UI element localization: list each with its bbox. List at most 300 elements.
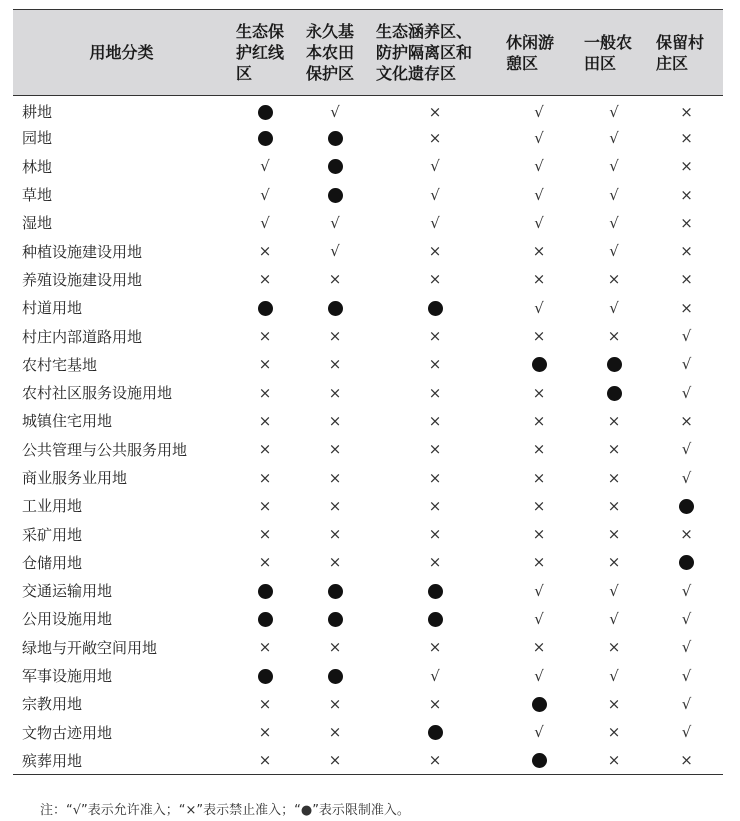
- forbidden-cross-icon: ×: [680, 411, 693, 430]
- access-cell: [370, 520, 500, 548]
- access-cell: [578, 492, 650, 520]
- allowed-check-icon: √: [609, 128, 619, 147]
- access-cell: [230, 548, 300, 576]
- forbidden-cross-icon: ×: [428, 553, 442, 572]
- access-cell: [230, 605, 300, 633]
- header-line: 保护区: [306, 64, 355, 83]
- access-cell: [578, 690, 650, 718]
- land-type-name: 工业用地: [22, 497, 83, 516]
- table-row: [13, 463, 723, 491]
- access-cell: [578, 520, 650, 548]
- forbidden-cross-icon: ×: [607, 694, 621, 713]
- forbidden-cross-icon: ×: [258, 694, 272, 713]
- forbidden-cross-icon: ×: [607, 751, 621, 770]
- forbidden-cross-icon: ×: [328, 694, 342, 713]
- access-cell: [650, 661, 723, 689]
- access-cell: [578, 463, 650, 491]
- header-line: 护红线: [236, 43, 285, 62]
- access-cell: [230, 690, 300, 718]
- column-header-leisure: [500, 10, 578, 96]
- access-cell: [300, 152, 370, 180]
- land-type-name: 公共管理与公共服务用地: [22, 440, 188, 459]
- forbidden-cross-icon: ×: [607, 440, 621, 459]
- forbidden-cross-icon: ×: [428, 694, 442, 713]
- forbidden-cross-icon: ×: [328, 355, 342, 374]
- access-cell: [230, 265, 300, 293]
- access-cell: [500, 96, 578, 124]
- land-type-name: 农村社区服务设施用地: [22, 384, 173, 403]
- forbidden-cross-icon: ×: [258, 411, 272, 430]
- access-cell: [370, 435, 500, 463]
- allowed-check-icon: √: [681, 327, 692, 346]
- allowed-check-icon: √: [534, 128, 544, 147]
- allowed-check-icon: √: [609, 581, 619, 600]
- land-type-name: 宗教用地: [22, 695, 83, 714]
- access-cell: [300, 718, 370, 746]
- restricted-dot-icon: [532, 697, 547, 712]
- forbidden-cross-icon: ×: [428, 638, 442, 657]
- header-line: 憩区: [506, 53, 539, 73]
- forbidden-cross-icon: ×: [428, 525, 442, 544]
- access-cell: [300, 605, 370, 633]
- forbidden-cross-icon: ×: [328, 383, 342, 402]
- allowed-check-icon: √: [534, 581, 544, 600]
- restricted-dot-icon: [258, 669, 273, 684]
- access-cell: [500, 209, 578, 237]
- land-type-name: 文物古迹用地: [22, 723, 113, 742]
- access-cell: [578, 605, 650, 633]
- forbidden-cross-icon: ×: [258, 496, 272, 515]
- restricted-dot-icon: [679, 499, 694, 514]
- land-type-name: 绿地与开敞空间用地: [22, 638, 158, 657]
- access-cell: [650, 463, 723, 491]
- forbidden-cross-icon: ×: [428, 270, 442, 289]
- forbidden-cross-icon: ×: [258, 468, 272, 487]
- land-type-name: 湿地: [22, 214, 53, 233]
- access-cell: [500, 690, 578, 718]
- allowed-check-icon: √: [260, 157, 270, 176]
- access-cell: [230, 124, 300, 152]
- table-row: [13, 661, 723, 689]
- access-cell: [300, 180, 370, 208]
- access-cell: [370, 265, 500, 293]
- access-cell: [370, 322, 500, 350]
- allowed-check-icon: √: [534, 213, 544, 232]
- forbidden-cross-icon: ×: [258, 553, 272, 572]
- allowed-check-icon: √: [609, 185, 619, 204]
- access-cell: [650, 180, 723, 208]
- restricted-dot-icon: [328, 188, 343, 203]
- allowed-check-icon: √: [681, 609, 692, 628]
- access-cell: [578, 322, 650, 350]
- access-cell: [650, 605, 723, 633]
- access-cell: [650, 746, 723, 774]
- restricted-dot-icon: [258, 105, 273, 120]
- access-cell: [370, 633, 500, 661]
- access-cell: [500, 265, 578, 293]
- access-cell: [230, 180, 300, 208]
- forbidden-cross-icon: ×: [680, 242, 693, 261]
- access-cell: [500, 661, 578, 689]
- restricted-dot-icon: [328, 612, 343, 627]
- access-cell: [300, 520, 370, 548]
- forbidden-cross-icon: ×: [607, 496, 621, 515]
- access-cell: [650, 718, 723, 746]
- access-cell: [650, 322, 723, 350]
- access-cell: [650, 350, 723, 378]
- allowed-check-icon: √: [534, 298, 544, 317]
- access-cell: [300, 577, 370, 605]
- forbidden-cross-icon: ×: [258, 327, 272, 346]
- allowed-check-icon: √: [330, 213, 340, 232]
- table-row: [13, 407, 723, 435]
- land-type-name: 交通运输用地: [22, 582, 113, 601]
- access-cell: [230, 520, 300, 548]
- restricted-dot-icon: [532, 357, 547, 372]
- header-line: 一般农: [584, 32, 633, 52]
- access-cell: [578, 633, 650, 661]
- land-type-name: 城镇住宅用地: [22, 412, 113, 431]
- land-type-name: 林地: [22, 157, 53, 176]
- allowed-check-icon: √: [609, 242, 619, 261]
- forbidden-cross-icon: ×: [680, 157, 693, 176]
- table-row: [13, 435, 723, 463]
- access-cell: [230, 350, 300, 378]
- access-cell: [300, 265, 370, 293]
- allowed-check-icon: √: [681, 581, 692, 600]
- access-cell: [370, 124, 500, 152]
- access-cell: [578, 209, 650, 237]
- allowed-check-icon: √: [681, 383, 692, 402]
- table-row: [13, 492, 723, 520]
- forbidden-cross-icon: ×: [328, 525, 342, 544]
- allowed-check-icon: √: [534, 723, 544, 742]
- access-cell: [370, 690, 500, 718]
- header-row: [13, 10, 723, 96]
- access-cell: [300, 548, 370, 576]
- access-cell: [650, 690, 723, 718]
- land-type-name: 种植设施建设用地: [22, 242, 143, 261]
- access-cell: [500, 548, 578, 576]
- access-cell: [230, 633, 300, 661]
- column-header-water: [370, 10, 500, 96]
- access-cell: [300, 237, 370, 265]
- table-row: [13, 209, 723, 237]
- restricted-dot-icon: [328, 669, 343, 684]
- access-cell: [650, 520, 723, 548]
- access-cell: [650, 577, 723, 605]
- access-cell: [578, 435, 650, 463]
- table-note: 注：“√”表示允许准入；“×”表示禁止准入；“●”表示限制准入。: [40, 803, 410, 818]
- access-cell: [300, 407, 370, 435]
- access-cell: [370, 378, 500, 406]
- allowed-check-icon: √: [330, 102, 340, 121]
- forbidden-cross-icon: ×: [328, 751, 342, 770]
- access-cell: [370, 294, 500, 322]
- allowed-check-icon: √: [330, 242, 340, 261]
- table-header: [13, 10, 723, 96]
- allowed-check-icon: √: [534, 102, 544, 121]
- access-cell: [578, 407, 650, 435]
- access-cell: [578, 237, 650, 265]
- header-line: 田区: [584, 53, 617, 73]
- forbidden-cross-icon: ×: [428, 411, 442, 430]
- header-line: 本农田: [306, 43, 355, 62]
- forbidden-cross-icon: ×: [328, 270, 342, 289]
- table-row: [13, 265, 723, 293]
- access-cell: [230, 718, 300, 746]
- forbidden-cross-icon: ×: [680, 128, 693, 147]
- access-cell: [230, 96, 300, 124]
- forbidden-cross-icon: ×: [328, 553, 342, 572]
- restricted-dot-icon: [328, 301, 343, 316]
- restricted-dot-icon: [258, 584, 273, 599]
- header-line: 永久基: [306, 22, 355, 41]
- access-cell: [500, 520, 578, 548]
- access-cell: [500, 294, 578, 322]
- table-row: [13, 605, 723, 633]
- forbidden-cross-icon: ×: [258, 242, 272, 261]
- land-type-name: 养殖设施建设用地: [22, 270, 143, 289]
- table-row: [13, 577, 723, 605]
- forbidden-cross-icon: ×: [428, 468, 442, 487]
- forbidden-cross-icon: ×: [258, 440, 272, 459]
- forbidden-cross-icon: ×: [680, 102, 693, 121]
- access-cell: [370, 492, 500, 520]
- allowed-check-icon: √: [430, 666, 440, 685]
- restricted-dot-icon: [607, 386, 622, 401]
- access-cell: [370, 548, 500, 576]
- header-line: 生态涵养区、: [376, 22, 473, 41]
- table-row: [13, 152, 723, 180]
- access-cell: [578, 180, 650, 208]
- access-cell: [500, 463, 578, 491]
- land-type-name: 草地: [22, 186, 53, 205]
- restricted-dot-icon: [328, 131, 343, 146]
- access-cell: [578, 96, 650, 124]
- access-cell: [500, 237, 578, 265]
- forbidden-cross-icon: ×: [258, 525, 272, 544]
- forbidden-cross-icon: ×: [328, 468, 342, 487]
- access-cell: [578, 577, 650, 605]
- access-cell: [650, 96, 723, 124]
- access-cell: [300, 463, 370, 491]
- forbidden-cross-icon: ×: [532, 440, 546, 459]
- access-cell: [650, 378, 723, 406]
- access-cell: [650, 124, 723, 152]
- table-row: [13, 520, 723, 548]
- land-type-name: 公用设施用地: [22, 610, 113, 629]
- forbidden-cross-icon: ×: [607, 468, 621, 487]
- forbidden-cross-icon: ×: [258, 751, 272, 770]
- access-cell: [650, 294, 723, 322]
- forbidden-cross-icon: ×: [680, 751, 693, 770]
- access-cell: [300, 492, 370, 520]
- allowed-check-icon: √: [681, 355, 692, 374]
- access-cell: [370, 407, 500, 435]
- restricted-dot-icon: [258, 131, 273, 146]
- land-type-name: 农村宅基地: [22, 355, 98, 374]
- access-cell: [370, 746, 500, 774]
- access-cell: [300, 294, 370, 322]
- forbidden-cross-icon: ×: [258, 355, 272, 374]
- restricted-dot-icon: [258, 301, 273, 316]
- forbidden-cross-icon: ×: [607, 723, 621, 742]
- header-line: 文化遗存区: [376, 64, 457, 83]
- access-cell: [230, 435, 300, 463]
- allowed-check-icon: √: [609, 666, 619, 685]
- land-type-name: 仓储用地: [22, 553, 83, 572]
- access-cell: [500, 322, 578, 350]
- access-cell: [230, 463, 300, 491]
- land-type-name: 村道用地: [22, 299, 83, 318]
- access-cell: [650, 237, 723, 265]
- access-cell: [370, 237, 500, 265]
- access-cell: [650, 633, 723, 661]
- header-line: 庄区: [656, 53, 689, 73]
- access-cell: [500, 124, 578, 152]
- forbidden-cross-icon: ×: [532, 553, 546, 572]
- allowed-check-icon: √: [430, 157, 440, 176]
- allowed-check-icon: √: [534, 609, 544, 628]
- restricted-dot-icon: [258, 612, 273, 627]
- forbidden-cross-icon: ×: [680, 298, 693, 317]
- land-type-name: 村庄内部道路用地: [22, 327, 143, 346]
- access-cell: [300, 690, 370, 718]
- access-cell: [578, 152, 650, 180]
- table-row: [13, 350, 723, 378]
- column-header-eco: [230, 10, 300, 96]
- access-cell: [500, 718, 578, 746]
- forbidden-cross-icon: ×: [328, 411, 342, 430]
- allowed-check-icon: √: [609, 157, 619, 176]
- forbidden-cross-icon: ×: [328, 496, 342, 515]
- access-cell: [370, 180, 500, 208]
- access-cell: [230, 577, 300, 605]
- forbidden-cross-icon: ×: [680, 525, 693, 544]
- allowed-check-icon: √: [681, 440, 692, 459]
- allowed-check-icon: √: [609, 298, 619, 317]
- access-cell: [370, 209, 500, 237]
- land-type-name: 军事设施用地: [22, 667, 113, 686]
- access-cell: [300, 378, 370, 406]
- access-cell: [578, 294, 650, 322]
- forbidden-cross-icon: ×: [428, 355, 442, 374]
- table-row: [13, 690, 723, 718]
- forbidden-cross-icon: ×: [607, 270, 621, 289]
- access-cell: [230, 378, 300, 406]
- access-cell: [230, 209, 300, 237]
- access-cell: [578, 548, 650, 576]
- table-row: [13, 378, 723, 406]
- access-cell: [370, 661, 500, 689]
- restricted-dot-icon: [532, 753, 547, 768]
- access-cell: [230, 746, 300, 774]
- restricted-dot-icon: [607, 357, 622, 372]
- allowed-check-icon: √: [609, 213, 619, 232]
- header-line: 保留村: [656, 32, 705, 52]
- forbidden-cross-icon: ×: [532, 242, 546, 261]
- forbidden-cross-icon: ×: [428, 242, 442, 261]
- forbidden-cross-icon: ×: [428, 128, 442, 147]
- category-header: 用地分类: [89, 43, 154, 62]
- access-cell: [300, 435, 370, 463]
- table-row: [13, 633, 723, 661]
- access-cell: [500, 577, 578, 605]
- access-cell: [500, 350, 578, 378]
- header-line: 区: [236, 64, 253, 83]
- restricted-dot-icon: [428, 725, 443, 740]
- land-type-name: 殡葬用地: [22, 751, 83, 770]
- access-cell: [370, 96, 500, 124]
- header-line: 生态保: [236, 22, 285, 41]
- table-row: [13, 294, 723, 322]
- access-cell: [370, 718, 500, 746]
- table-row: [13, 322, 723, 350]
- access-cell: [578, 661, 650, 689]
- forbidden-cross-icon: ×: [607, 327, 621, 346]
- access-cell: [230, 152, 300, 180]
- access-cell: [500, 152, 578, 180]
- forbidden-cross-icon: ×: [680, 213, 693, 232]
- allowed-check-icon: √: [609, 102, 619, 121]
- column-header-farm: [300, 10, 370, 96]
- forbidden-cross-icon: ×: [532, 638, 546, 657]
- access-cell: [500, 492, 578, 520]
- forbidden-cross-icon: ×: [428, 383, 442, 402]
- allowed-check-icon: √: [609, 609, 619, 628]
- header-line: 防护隔离区和: [376, 43, 473, 62]
- access-cell: [370, 577, 500, 605]
- allowed-check-icon: √: [681, 694, 692, 713]
- allowed-check-icon: √: [534, 185, 544, 204]
- access-cell: [650, 548, 723, 576]
- forbidden-cross-icon: ×: [258, 270, 272, 289]
- forbidden-cross-icon: ×: [428, 496, 442, 515]
- table-row: [13, 548, 723, 576]
- access-cell: [300, 96, 370, 124]
- access-cell: [370, 350, 500, 378]
- access-cell: [500, 605, 578, 633]
- access-cell: [370, 605, 500, 633]
- access-cell: [650, 265, 723, 293]
- allowed-check-icon: √: [430, 213, 440, 232]
- forbidden-cross-icon: ×: [258, 723, 272, 742]
- access-cell: [300, 661, 370, 689]
- forbidden-cross-icon: ×: [428, 327, 442, 346]
- allowed-check-icon: √: [681, 468, 692, 487]
- access-cell: [578, 350, 650, 378]
- table-row: [13, 237, 723, 265]
- access-cell: [300, 209, 370, 237]
- forbidden-cross-icon: ×: [328, 638, 342, 657]
- forbidden-cross-icon: ×: [532, 411, 546, 430]
- forbidden-cross-icon: ×: [328, 327, 342, 346]
- forbidden-cross-icon: ×: [428, 440, 442, 459]
- table-row: [13, 746, 723, 774]
- table-row: [13, 96, 723, 124]
- access-cell: [650, 152, 723, 180]
- allowed-check-icon: √: [534, 157, 544, 176]
- forbidden-cross-icon: ×: [607, 525, 621, 544]
- access-cell: [650, 209, 723, 237]
- allowed-check-icon: √: [534, 666, 544, 685]
- access-cell: [500, 746, 578, 774]
- forbidden-cross-icon: ×: [607, 553, 621, 572]
- forbidden-cross-icon: ×: [532, 327, 546, 346]
- access-cell: [230, 661, 300, 689]
- forbidden-cross-icon: ×: [532, 270, 546, 289]
